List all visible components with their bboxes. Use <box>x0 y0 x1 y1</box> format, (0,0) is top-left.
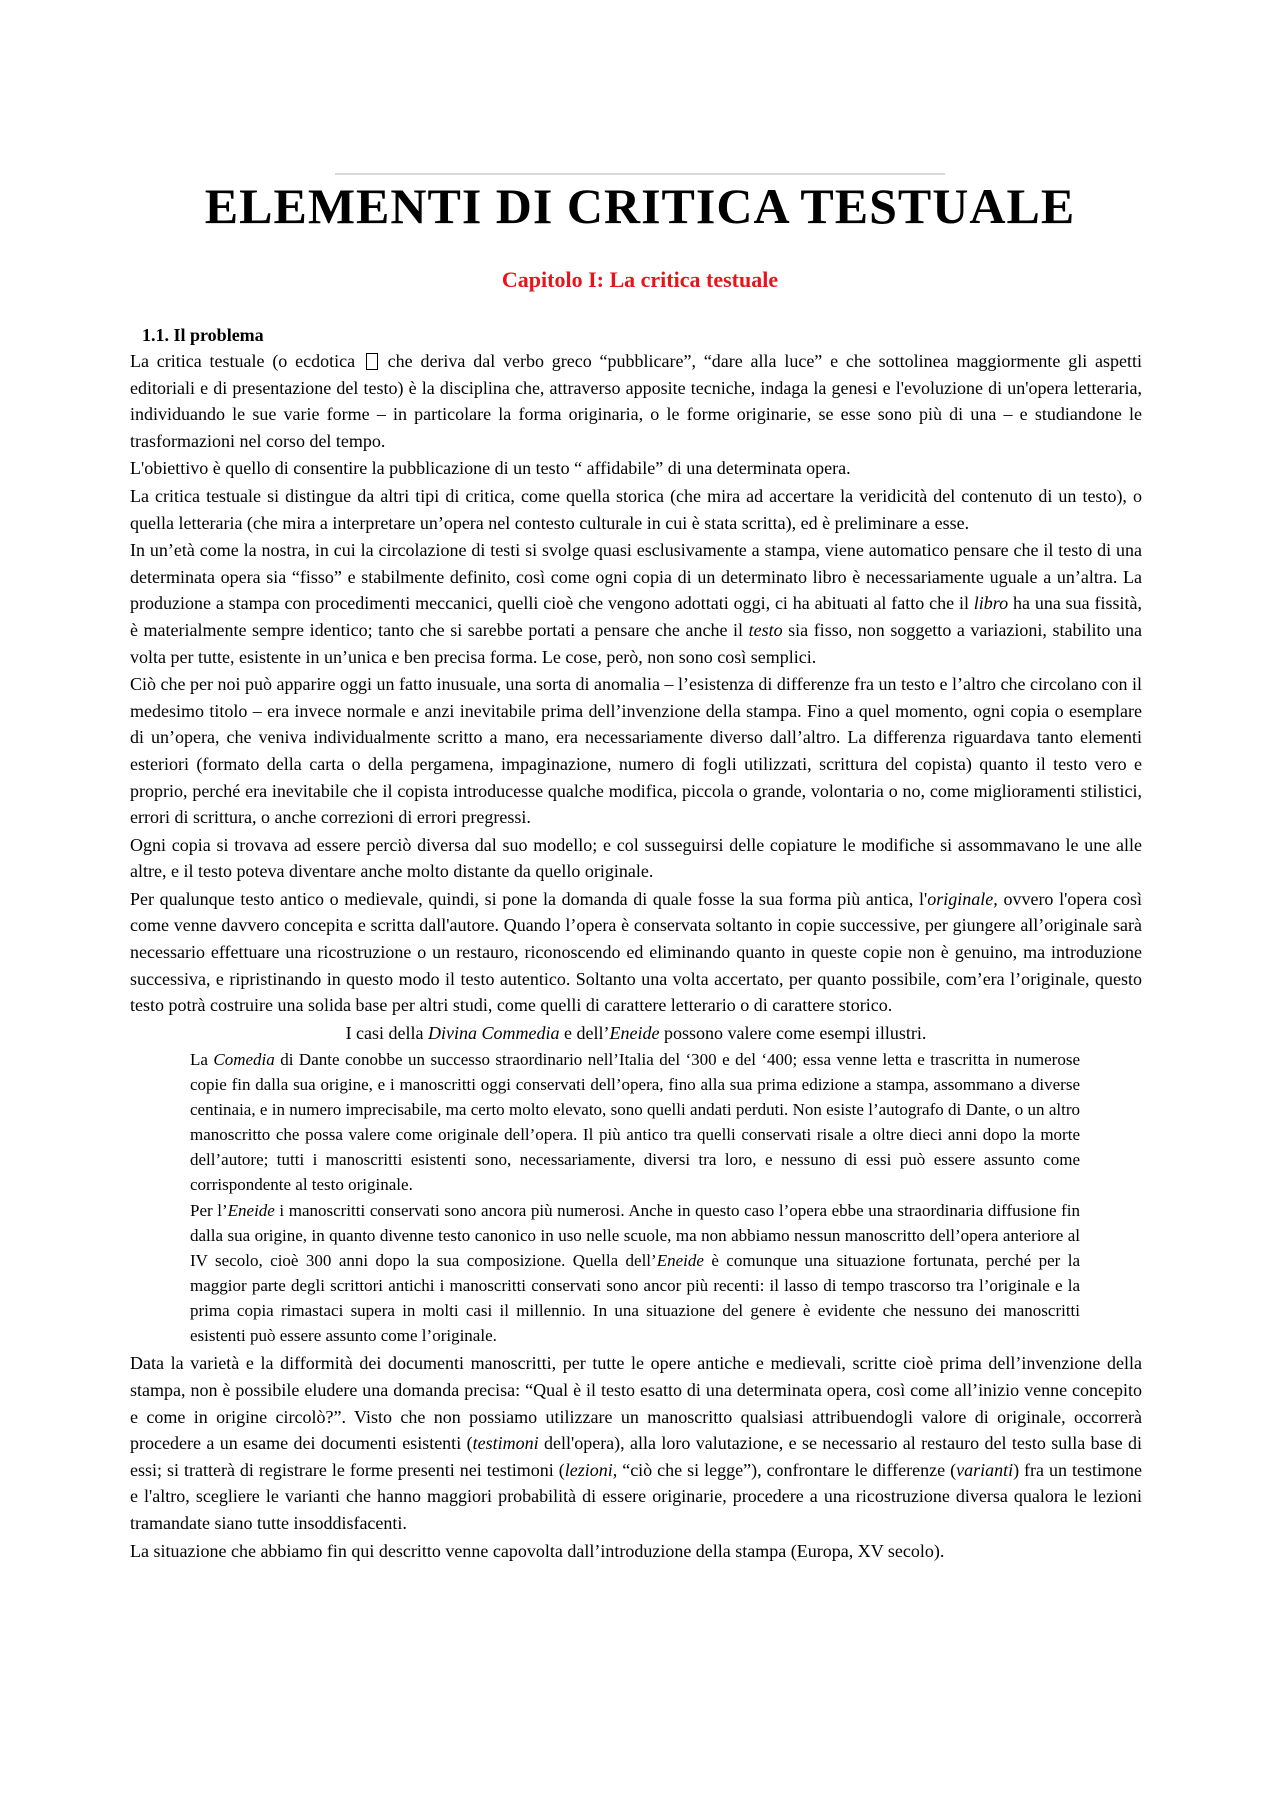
paragraph: Ciò che per noi può apparire oggi un fatto inusuale, una sorta di anomalia – l’esistenza di differenze fra un testo e l’altro che circolano con il medesimo titolo – era invece normale e anzi inevitabile prima dell’invenzione della stampa. Fino a quel momento, ogni copia o esemplare di un’opera, che veniva individualmente scritto a mano, era necessariamente diverso dall’altro. La differenza riguardava tanto elementi esteriori (formato della carta o della pergamena, impaginazione, numero di fogli utilizzati, scrittura del copista) quanto il testo vero e proprio, perché era inevitabile che il copista introducesse qualche modifica, piccola o grande, volontaria o no, come miglioramenti stilistici, errori di scrittura, o anche correzioni di errori pregressi. <box>130 674 1142 828</box>
header-rule <box>335 173 945 175</box>
paragraph: La critica testuale (o ecdotica che deriva dal verbo greco “pubblicare”, “dare alla luce” e che sottolinea maggiormente gli aspetti editoriali e di presentazione del testo) è la disciplina che, attraverso apposite tecniche, indaga la genesi e l'evoluzione di un'opera letteraria, individuando le sue varie forme – in particolare la forma originaria, o le forme originarie, se esse sono più di una – e studiandone le trasformazioni nel corso del tempo. <box>130 351 1142 451</box>
paragraph: La critica testuale si distingue da altri tipi di critica, come quella storica (che mira ad accertare la veridicità del contenuto di un testo), o quella letteraria (che mira a interpretare un’opera nel contesto culturale in cui è stata scritta), ed è preliminare a esse. <box>130 485 1142 533</box>
quote-paragraph: Per l’Eneide i manoscritti conservati sono ancora più numerosi. Anche in questo caso l’opera ebbe una straordinaria diffusione fin dalla sua origine, in quanto divenne testo canonico in uso nelle scuole, ma non abbiamo nessun manoscritto dell’opera anteriore al IV secolo, cioè 300 anni dopo la sua composizione. Quella dell’Eneide è comunque una situazione fortunata, perché per la maggior parte degli scrittori antichi i manoscritti conservati sono ancor più recenti: il lasso di tempo trascorso tra l’originale e la prima copia rimastaci supera in molti casi il millennio. In una situazione del genere è evidente che nessuno dei manoscritti esistenti può essere assunto come l’originale. <box>190 1201 1080 1346</box>
paragraph: In un’età come la nostra, in cui la circolazione di testi si svolge quasi esclusivamente a stampa, viene automatico pensare che il testo di una determinata opera sia “fisso” e stabilmente definito, così come ogni copia di un determinato libro è necessariamente uguale a un’altra. La produzione a stampa con procedimenti meccanici, quelli cioè che vengono adottati oggi, ci ha abituati al fatto che il libro ha una sua fissità, è materialmente sempre identico; tanto che si sarebbe portati a pensare che anche il testo sia fisso, non soggetto a variazioni, stabilito una volta per tutte, esistente in un’unica e ben precisa forma. Le cose, però, non sono così semplici. <box>130 540 1142 667</box>
paragraph: Per qualunque testo antico o medievale, quindi, si pone la domanda di quale fosse la sua forma più antica, l'originale, ovvero l'opera così come venne davvero concepita e scritta dall'autore. Quando l’opera è conservata soltanto in copie successive, per giungere all’originale sarà necessario effettuare una ricostruzione o un restauro, riconoscendo ed eliminando quanto in queste copie non è genuino, ma introduzione successiva, e ripristinando in questo modo il testo autentico. Soltanto una volta accertato, per quanto possibile, com’era l’originale, questo testo potrà costruire una solida base per altri studi, come quelli di carattere letterario o di carattere storico. <box>130 888 1142 1016</box>
document-body <box>130 322 1142 1565</box>
paragraph: La situazione che abbiamo fin qui descritto venne capovolta dall’introduzione della stampa (Europa, XV secolo). <box>130 1540 945 1561</box>
chapter-heading: Capitolo I: La critica testuale <box>501 267 779 292</box>
quote-paragraph: La Comedia di Dante conobbe un successo straordinario nell’Italia del ‘300 e del ‘400; essa venne letta e trascritta in numerose copie fin dalla sua origine, e i manoscritti oggi conservati dell’opera, fino alla sua prima edizione a stampa, assommano a diverse centinaia, e in numero imprecisabile, ma certo molto elevato, sono quelli andati perduti. Non esiste l’autografo di Dante, o un altro manoscritto che possa valere come originale dell’opera. Il più antico tra quelli conservati risale a oltre dieci anni dopo la morte dell’autore; tutti i manoscritti esistenti sono, necessariamente, diversi tra loro, e nessuno di essi può essere assunto come corrispondente al testo originale. <box>190 1050 1080 1195</box>
paragraph: Data la varietà e la difformità dei documenti manoscritti, per tutte le opere antiche e medievali, scritte cioè prima dell’invenzione della stampa, non è possibile eludere una domanda precisa: “Qual è il testo esatto di una determinata opera, così come all’inizio venne concepito e come in origine circolò?”. Visto che non possiamo utilizzare un manoscritto qualsiasi attribuendogli valore di originale, occorrerà procedere a un esame dei documenti esistenti (testimoni dell'opera), alla loro valutazione, e se necessario al restauro del testo sulla base di essi; si tratterà di registrare le forme presenti nei testimoni (lezioni, “ciò che si legge”), confrontare le differenze (varianti) fra un testimone e l'altro, scegliere le varianti che hanno maggiori probabilità di essere originarie, procedere a una ricostruzione diversa qualora le lezioni tramandate siano tutte insoddisfacenti. <box>130 1353 1142 1533</box>
examples-intro: I casi della Divina Commedia e dell’Eneide possono valere come esempi illustri. <box>345 1022 927 1043</box>
block-quote <box>190 1047 1080 1348</box>
section-heading: 1.1. Il problema <box>142 325 264 345</box>
paragraph: L'obiettivo è quello di consentire la pubblicazione di un testo “ affidabile” di una determinata opera. <box>130 458 851 479</box>
paragraph: Ogni copia si trovava ad essere perciò diversa dal suo modello; e col susseguirsi delle copiature le modifiche si assommavano le une alle altre, e il testo poteva diventare anche molto distante da quello originale. <box>130 834 1142 882</box>
document-title: ELEMENTI DI CRITICA TESTUALE <box>204 178 1076 234</box>
missing-glyph-icon <box>366 353 378 370</box>
